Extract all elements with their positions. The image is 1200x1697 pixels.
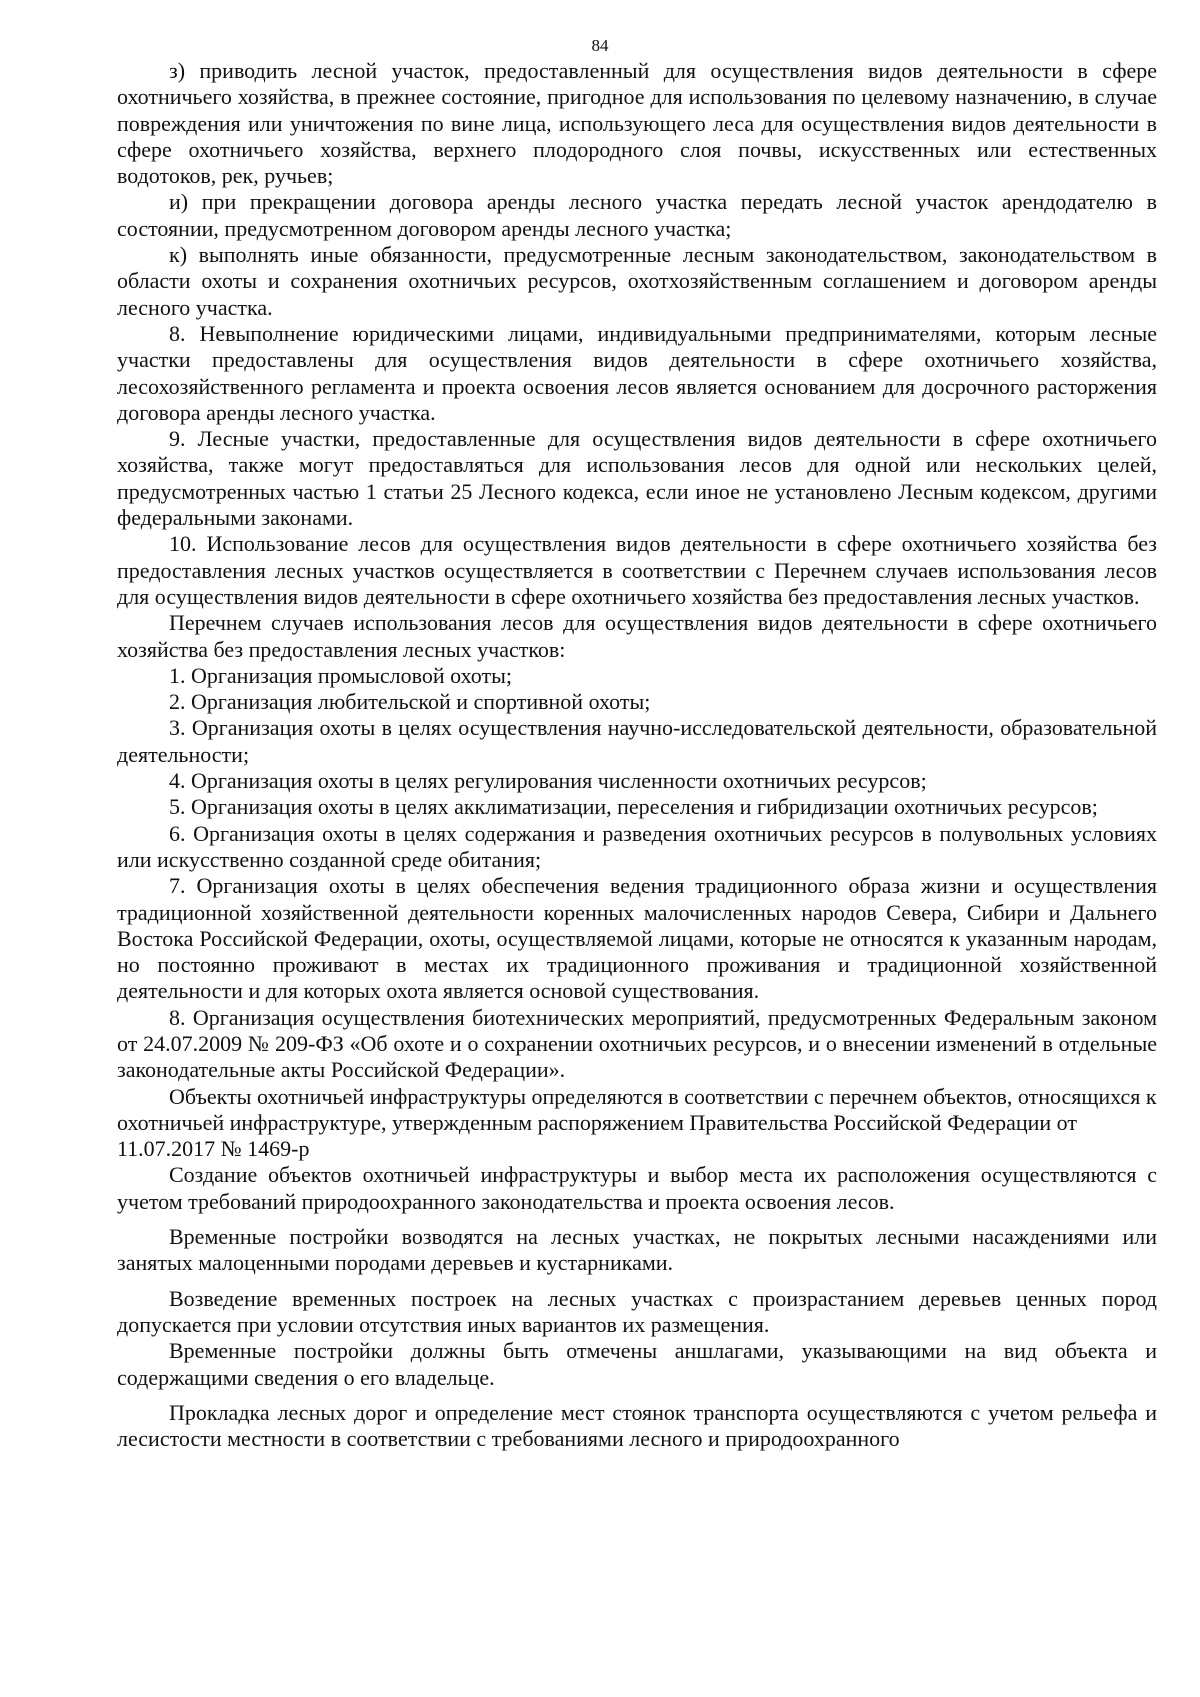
paragraph-9: 9. Лесные участки, предоставленные для осуществления видов деятельности в сфере охотничьего хозяйства, также могут предоставляться для использования лесов для одной или нескольких целей, предусмотренных частью 1 статьи 25 Лесного кодекса, если иное не установлено Лесным кодексом, другими федеральными законами. [117, 426, 1157, 531]
paragraph-z: з) приводить лесной участок, предоставленный для осуществления видов деятельности в сфере охотничьего хозяйства, в прежнее состояние, пригодное для использования по целевому назначению, в случае повреждения или уничтожения по вине лица, использующего леса для осуществления видов деятельности в сфере охотничьего хозяйства, верхнего плодородного слоя почвы, искусственных или естественных водотоков, рек, ручьев; [117, 58, 1157, 189]
list-item-5: 5. Организация охоты в целях акклиматизации, переселения и гибридизации охотничьих ресурсов; [169, 794, 1098, 820]
list-item-4: 4. Организация охоты в целях регулирования численности охотничьих ресурсов; [169, 768, 927, 794]
page-number: 84 [591, 36, 609, 55]
paragraph-creation: Создание объектов охотничьей инфраструктуры и выбор места их расположения осуществляются с учетом требований природоохранного законодательства и проекта освоения лесов. [117, 1162, 1157, 1214]
paragraph-8: 8. Невыполнение юридическими лицами, индивидуальными предпринимателями, которым лесные участки предоставлены для осуществления видов деятельности в сфере охотничьего хозяйства, лесохозяйственного регламента и проекта освоения лесов является основанием для досрочного расторжения договора аренды лесного участка. [117, 320, 1157, 425]
list-item-2: 2. Организация любительской и спортивной охоты; [169, 689, 651, 715]
paragraph-signs: Временные постройки должны быть отмечены аншлагами, указывающими на вид объекта и содержащими сведения о его владельце. [117, 1338, 1157, 1390]
paragraph-i: и) при прекращении договора аренды лесного участка передать лесной участок арендодателю в состоянии, предусмотренном договором аренды лесного участка; [117, 189, 1157, 241]
paragraph-valuable-species: Возведение временных построек на лесных участках с произрастанием деревьев ценных пород допускается при условии отсутствия иных вариантов их размещения. [117, 1285, 1157, 1337]
list-item-7: 7. Организация охоты в целях обеспечения ведения традиционного образа жизни и осуществления традиционной хозяйственной деятельности коренных малочисленных народов Севера, Сибири и Дальнего Востока Российской Федерации, охоты, осуществляемой лицами, которые не относятся к указанным народам, но постоянно проживают в местах их традиционного проживания и традиционной хозяйственной деятельности и для которых охота является основой существования. [117, 873, 1157, 1004]
paragraph-list-intro: Перечнем случаев использования лесов для осуществления видов деятельности в сфере охотничьего хозяйства без предоставления лесных участков: [117, 610, 1157, 662]
paragraph-10: 10. Использование лесов для осуществления видов деятельности в сфере охотничьего хозяйства без предоставления лесных участков осуществляется в соответствии с Перечнем случаев использования лесов для осуществления видов деятельности в сфере охотничьего хозяйства без предоставления лесных участков. [117, 531, 1157, 609]
list-item-6: 6. Организация охоты в целях содержания и разведения охотничьих ресурсов в полувольных условиях или искусственно созданной среде обитания; [117, 820, 1157, 872]
list-item-1: 1. Организация промысловой охоты; [169, 662, 512, 688]
paragraph-temporary-buildings: Временные постройки возводятся на лесных участках, не покрытых лесными насаждениями или занятых малоценными породами деревьев и кустарниками. [117, 1224, 1157, 1276]
list-item-3: 3. Организация охоты в целях осуществления научно-исследовательской деятельности, образовательной деятельности; [117, 715, 1157, 767]
document-body [117, 58, 1157, 1452]
paragraph-infrastructure: Объекты охотничьей инфраструктуры определяются в соответствии с перечнем объектов, относящихся к охотничьей инфраструктуре, утвержденным распоряжением Правительства Российской Федерации от 11.07.2017 № 1469-р [117, 1083, 1157, 1162]
paragraph-forest-roads: Прокладка лесных дорог и определение мест стоянок транспорта осуществляются с учетом рельефа и лесистости местности в соответствии с требованиями лесного и природоохранного [117, 1399, 1157, 1452]
paragraph-k: к) выполнять иные обязанности, предусмотренные лесным законодательством, законодательством в области охоты и сохранения охотничьих ресурсов, охотхозяйственным соглашением и договором аренды лесного участка. [117, 242, 1157, 320]
list-item-8: 8. Организация осуществления биотехнических мероприятий, предусмотренных Федеральным законом от 24.07.2009 № 209-ФЗ «Об охоте и о сохранении охотничьих ресурсов, и о внесении изменений в отдельные законодательные акты Российской Федерации». [117, 1004, 1157, 1083]
